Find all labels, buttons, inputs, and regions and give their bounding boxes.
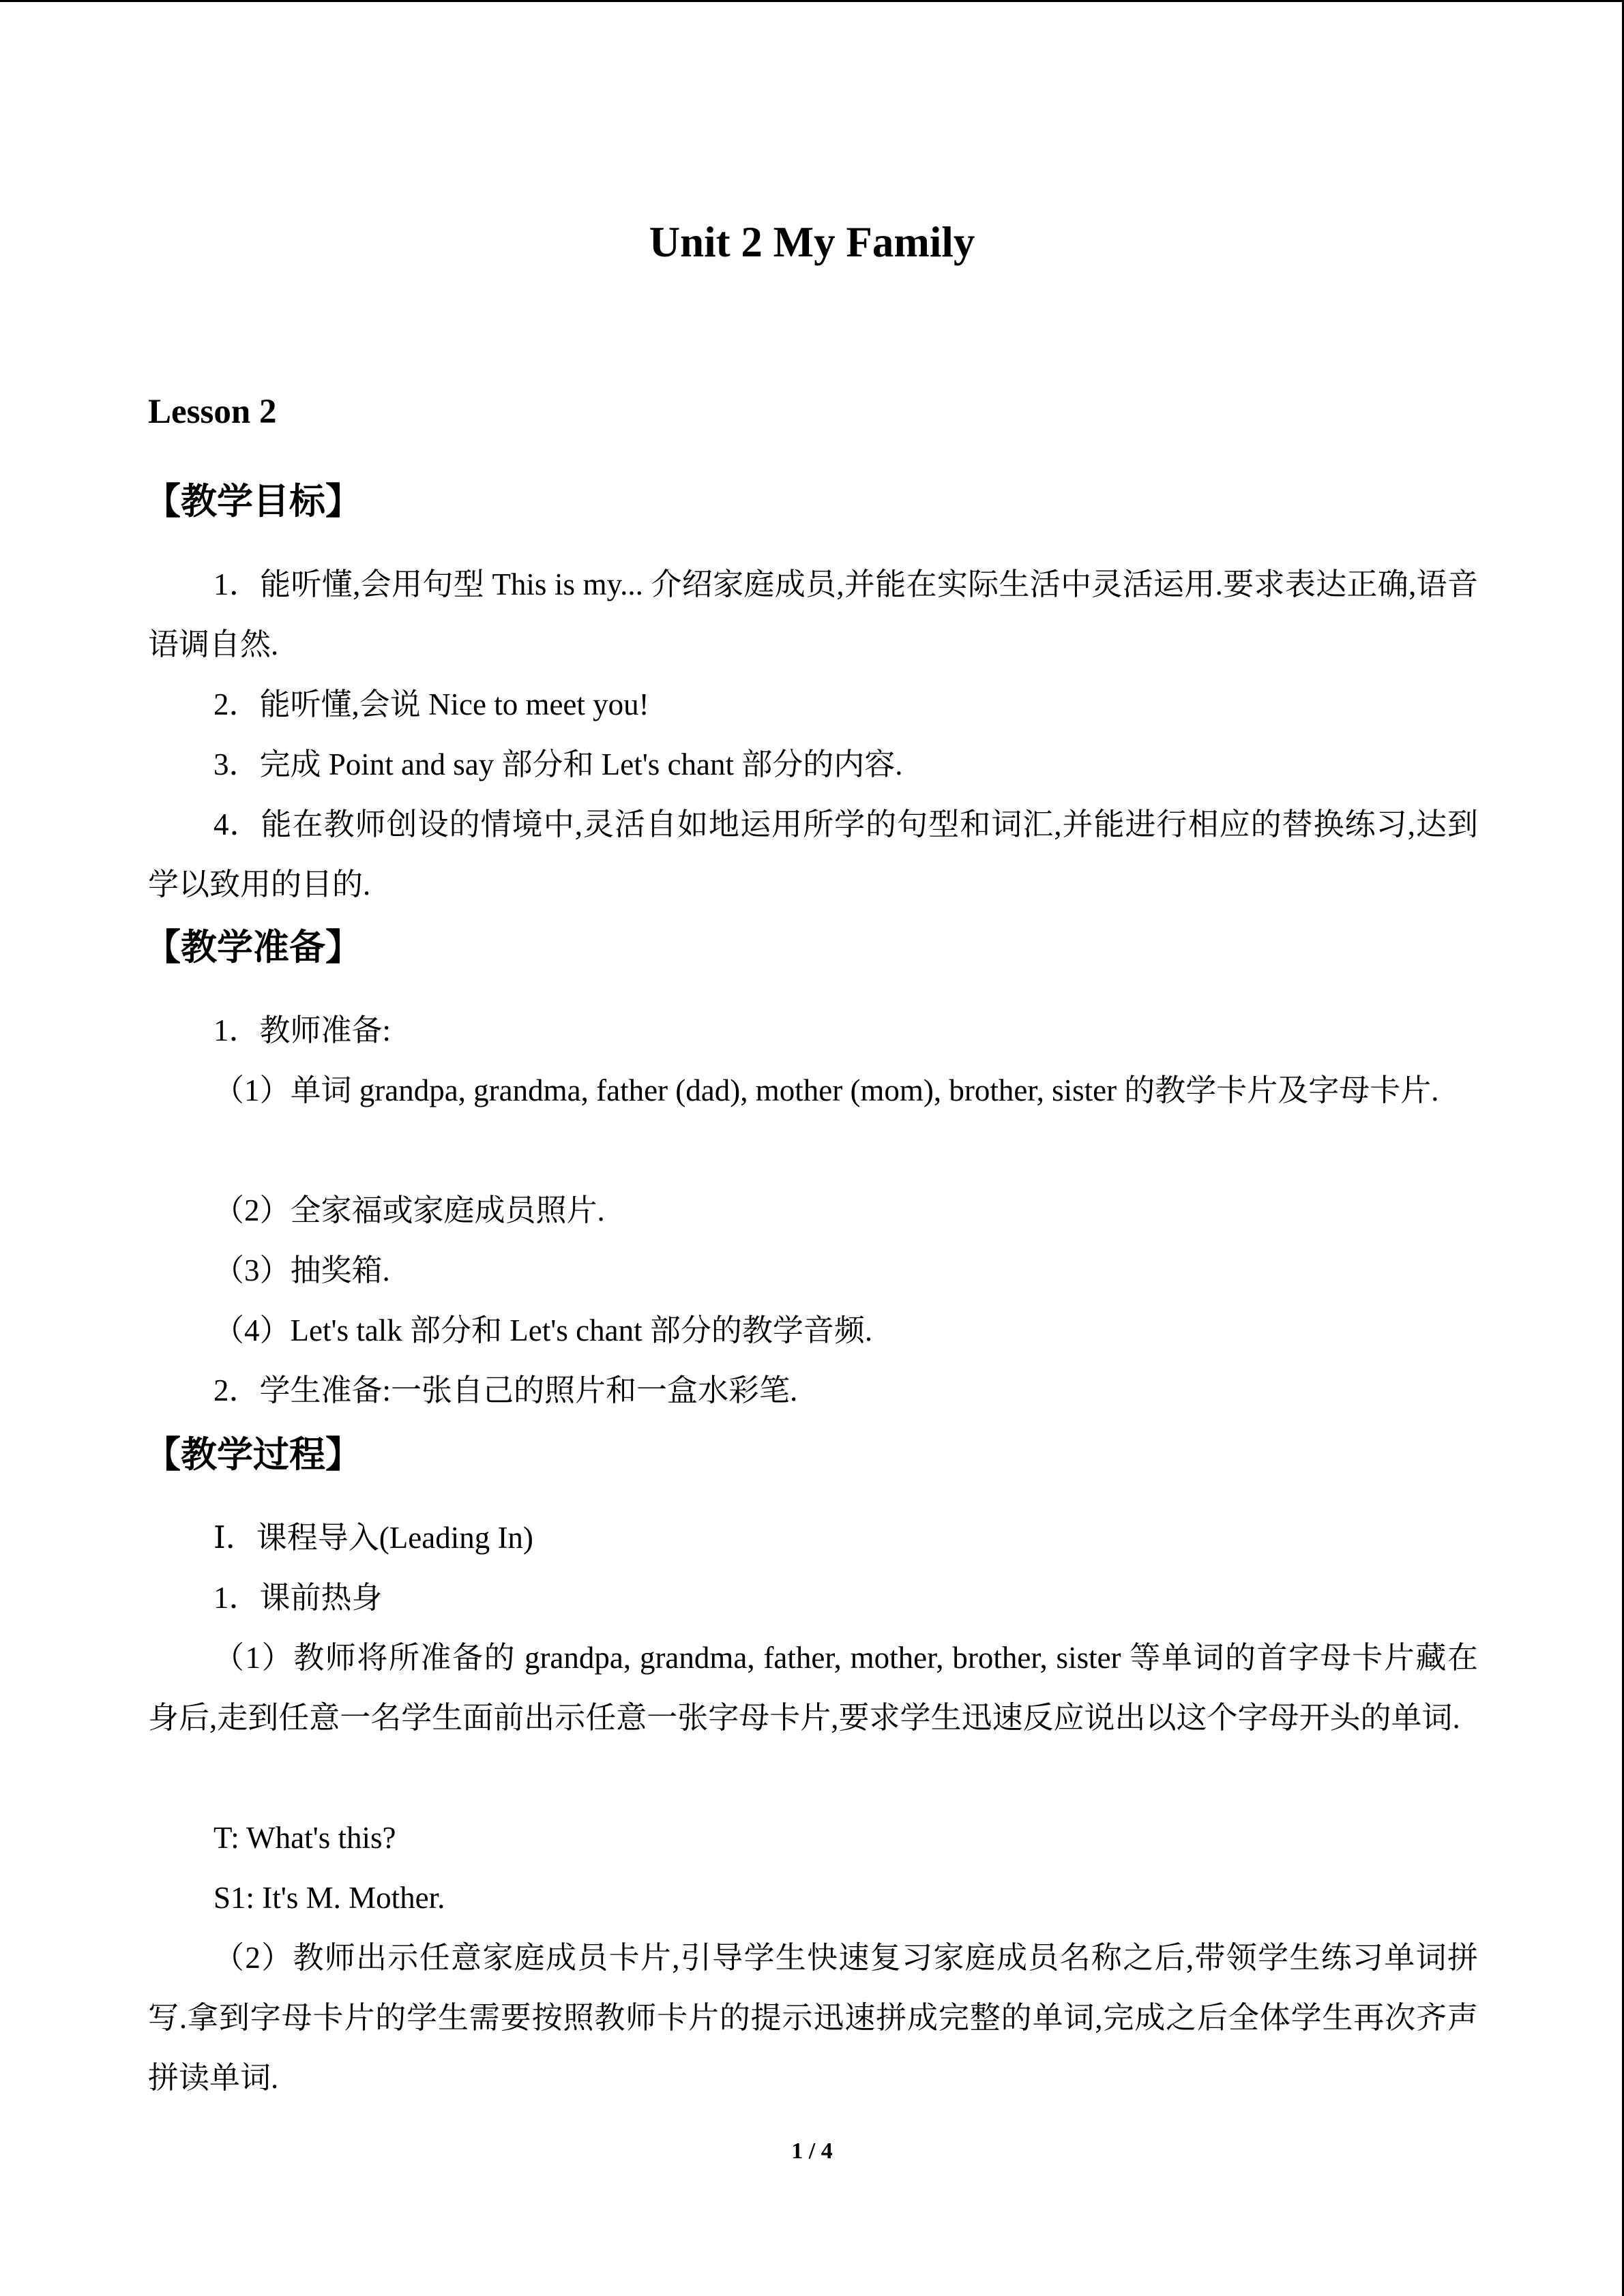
student-prep: 2．学生准备:一张自己的照片和一盒水彩笔. <box>213 1373 798 1407</box>
section-heading-preparation: 【教学准备】 <box>145 927 361 968</box>
teacher-prep-item-3: （3）抽奖箱. <box>213 1253 390 1287</box>
process-part-1: Ⅰ．课程导入(Leading In) <box>213 1521 533 1555</box>
dialog-student-1: S1: It's M. Mother. <box>213 1881 445 1915</box>
warmup-label: 1．课前热身 <box>213 1581 383 1615</box>
teacher-prep-item-4: （4）Let's talk 部分和 Let's chant 部分的教学音频. <box>213 1313 873 1347</box>
section-heading-goals: 【教学目标】 <box>145 481 361 522</box>
section-heading-process: 【教学过程】 <box>145 1434 361 1476</box>
lesson-label: Lesson 2 <box>148 393 277 431</box>
document-title: Unit 2 My Family <box>649 218 975 266</box>
page-number: 1 / 4 <box>791 2138 833 2164</box>
teacher-prep-item-2: （2）全家福或家庭成员照片. <box>213 1193 605 1227</box>
teacher-prep-label: 1．教师准备: <box>213 1013 392 1047</box>
dialog-teacher: T: What's this? <box>213 1821 396 1855</box>
warmup-step-1: （1）教师将所准备的 grandpa, grandma, father, mother, brother, sister 等单词的首字母卡片藏在身后,走到任意一名学生面前出示任意一张字母卡片,要求学生迅速反应说出以这个字母开头的单词. <box>148 1641 1478 1735</box>
teacher-prep-item-1: （1）单词 grandpa, grandma, father (dad), mother (mom), brother, sister 的教学卡片及字母卡片. <box>213 1073 1439 1107</box>
goal-item-4: 4．能在教师创设的情境中,灵活自如地运用所学的句型和词汇,并能进行相应的替换练习,达到学以致用的目的. <box>148 807 1478 901</box>
goal-item-2: 2．能听懂,会说 Nice to meet you! <box>213 687 649 721</box>
warmup-step-2: （2）教师出示任意家庭成员卡片,引导学生快速复习家庭成员名称之后,带领学生练习单词拼写.拿到字母卡片的学生需要按照教师卡片的提示迅速拼成完整的单词,完成之后全体学生再次齐声拼读单词. <box>148 1941 1478 2095</box>
goal-item-3: 3．完成 Point and say 部分和 Let's chant 部分的内容. <box>213 747 903 781</box>
goal-item-1: 1．能听懂,会用句型 This is my... 介绍家庭成员,并能在实际生活中灵活运用.要求表达正确,语音语调自然. <box>148 567 1478 661</box>
